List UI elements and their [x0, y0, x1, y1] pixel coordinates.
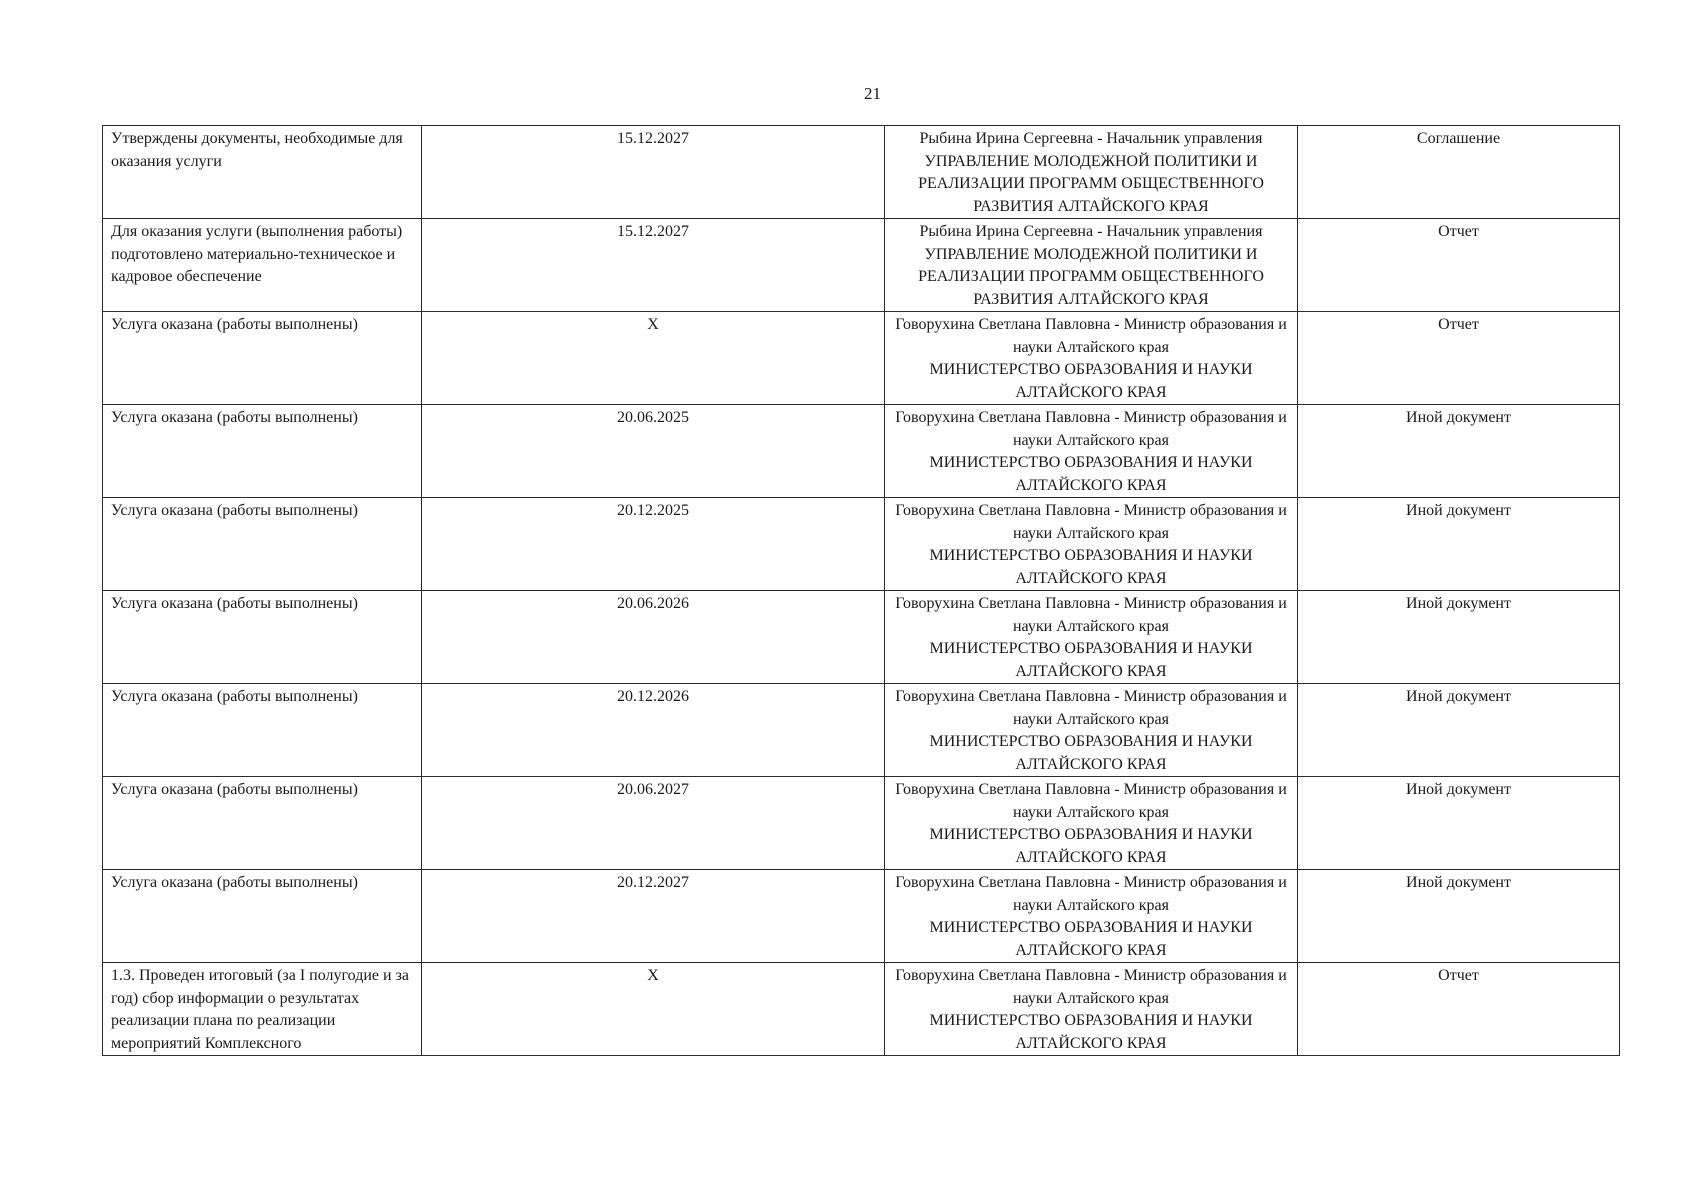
date-cell: 15.12.2027: [422, 219, 885, 312]
document-cell: Иной документ: [1298, 870, 1620, 963]
responsible-cell: [885, 777, 1298, 870]
responsible-org: МИНИСТЕРСТВО ОБРАЗОВАНИЯ И НАУКИ АЛТАЙСКОГО КРАЯ: [929, 1012, 1253, 1052]
responsible-person: Говорухина Светлана Павловна - Министр образования и науки Алтайского края: [895, 967, 1287, 1007]
task-cell: 1.3. Проведен итоговый (за I полугодие и за год) сбор информации о результатах реализации плана по реализации мероприятий Комплексного: [103, 963, 422, 1056]
responsible-person: Говорухина Светлана Павловна - Министр образования и науки Алтайского края: [895, 502, 1287, 542]
responsible-person: Рыбина Ирина Сергеевна - Начальник управления: [919, 130, 1263, 147]
responsible-person: Говорухина Светлана Павловна - Министр образования и науки Алтайского края: [895, 316, 1287, 356]
document-cell: Иной документ: [1298, 591, 1620, 684]
date-cell: 20.12.2025: [422, 498, 885, 591]
responsible-cell: [885, 312, 1298, 405]
table-row: [103, 498, 1620, 591]
responsible-person: Говорухина Светлана Павловна - Министр образования и науки Алтайского края: [895, 688, 1287, 728]
table-row: [103, 312, 1620, 405]
document-cell: Иной документ: [1298, 498, 1620, 591]
date-cell: X: [422, 963, 885, 1056]
responsible-org: УПРАВЛЕНИЕ МОЛОДЕЖНОЙ ПОЛИТИКИ И РЕАЛИЗАЦИИ ПРОГРАММ ОБЩЕСТВЕННОГО РАЗВИТИЯ АЛТАЙСКОГО КРАЯ: [918, 152, 1264, 215]
responsible-cell: [885, 219, 1298, 312]
responsible-org: МИНИСТЕРСТВО ОБРАЗОВАНИЯ И НАУКИ АЛТАЙСКОГО КРАЯ: [929, 361, 1253, 401]
task-cell: Услуга оказана (работы выполнены): [103, 312, 422, 405]
responsible-cell: [885, 870, 1298, 963]
table-row: [103, 126, 1620, 219]
responsible-person: Рыбина Ирина Сергеевна - Начальник управления: [919, 223, 1263, 240]
document-cell: Отчет: [1298, 312, 1620, 405]
table-row: [103, 777, 1620, 870]
responsible-org: МИНИСТЕРСТВО ОБРАЗОВАНИЯ И НАУКИ АЛТАЙСКОГО КРАЯ: [929, 826, 1253, 866]
task-cell: Услуга оказана (работы выполнены): [103, 405, 422, 498]
table-row: [103, 870, 1620, 963]
table-row: [103, 684, 1620, 777]
responsible-org: МИНИСТЕРСТВО ОБРАЗОВАНИЯ И НАУКИ АЛТАЙСКОГО КРАЯ: [929, 640, 1253, 680]
responsible-cell: [885, 498, 1298, 591]
document-cell: Отчет: [1298, 963, 1620, 1056]
responsible-person: Говорухина Светлана Павловна - Министр образования и науки Алтайского края: [895, 595, 1287, 635]
plan-table: [102, 125, 1620, 1056]
responsible-org: УПРАВЛЕНИЕ МОЛОДЕЖНОЙ ПОЛИТИКИ И РЕАЛИЗАЦИИ ПРОГРАММ ОБЩЕСТВЕННОГО РАЗВИТИЯ АЛТАЙСКОГО КРАЯ: [918, 245, 1264, 308]
date-cell: 20.06.2025: [422, 405, 885, 498]
task-cell: Услуга оказана (работы выполнены): [103, 684, 422, 777]
responsible-cell: [885, 405, 1298, 498]
responsible-org: МИНИСТЕРСТВО ОБРАЗОВАНИЯ И НАУКИ АЛТАЙСКОГО КРАЯ: [929, 454, 1253, 494]
document-cell: Иной документ: [1298, 405, 1620, 498]
table-row: [103, 963, 1620, 1056]
document-cell: Иной документ: [1298, 777, 1620, 870]
responsible-cell: [885, 591, 1298, 684]
task-cell: Услуга оказана (работы выполнены): [103, 870, 422, 963]
date-cell: 20.12.2027: [422, 870, 885, 963]
date-cell: 20.06.2027: [422, 777, 885, 870]
date-cell: 20.06.2026: [422, 591, 885, 684]
responsible-org: МИНИСТЕРСТВО ОБРАЗОВАНИЯ И НАУКИ АЛТАЙСКОГО КРАЯ: [929, 919, 1253, 959]
responsible-org: МИНИСТЕРСТВО ОБРАЗОВАНИЯ И НАУКИ АЛТАЙСКОГО КРАЯ: [929, 547, 1253, 587]
task-cell: Утверждены документы, необходимые для оказания услуги: [103, 126, 422, 219]
responsible-cell: [885, 684, 1298, 777]
responsible-person: Говорухина Светлана Павловна - Министр образования и науки Алтайского края: [895, 409, 1287, 449]
table-row: [103, 219, 1620, 312]
document-cell: Иной документ: [1298, 684, 1620, 777]
responsible-person: Говорухина Светлана Павловна - Министр образования и науки Алтайского края: [895, 874, 1287, 914]
task-cell: Для оказания услуги (выполнения работы) подготовлено материально-техническое и кадровое обеспечение: [103, 219, 422, 312]
table-row: [103, 591, 1620, 684]
task-cell: Услуга оказана (работы выполнены): [103, 498, 422, 591]
responsible-cell: [885, 126, 1298, 219]
responsible-person: Говорухина Светлана Павловна - Министр образования и науки Алтайского края: [895, 781, 1287, 821]
responsible-cell: [885, 963, 1298, 1056]
task-cell: Услуга оказана (работы выполнены): [103, 777, 422, 870]
date-cell: 20.12.2026: [422, 684, 885, 777]
table-row: [103, 405, 1620, 498]
document-cell: Соглашение: [1298, 126, 1620, 219]
date-cell: 15.12.2027: [422, 126, 885, 219]
date-cell: X: [422, 312, 885, 405]
task-cell: Услуга оказана (работы выполнены): [103, 591, 422, 684]
document-cell: Отчет: [1298, 219, 1620, 312]
responsible-org: МИНИСТЕРСТВО ОБРАЗОВАНИЯ И НАУКИ АЛТАЙСКОГО КРАЯ: [929, 733, 1253, 773]
page-number: 21: [864, 84, 881, 103]
